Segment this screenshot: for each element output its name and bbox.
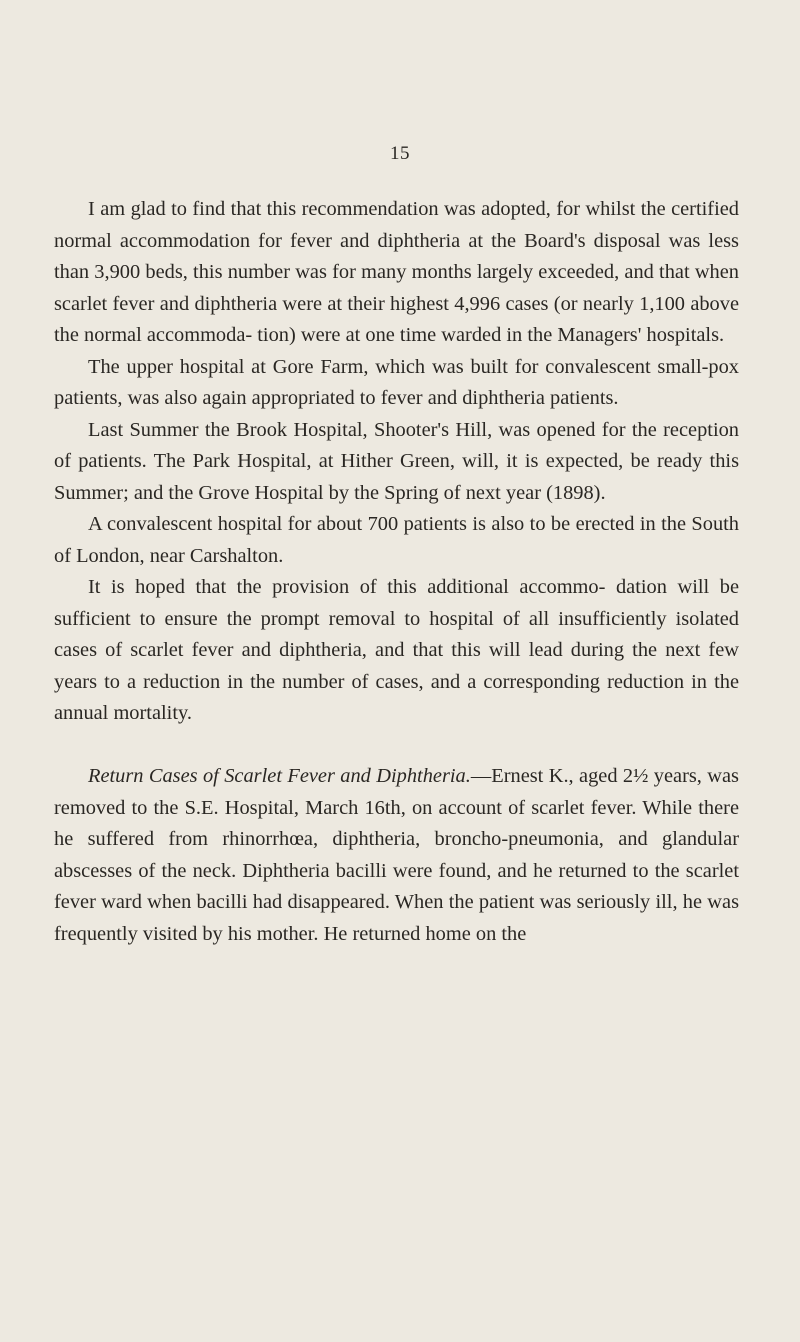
paragraph-accommodation: I am glad to find that this recommendation was adopted, for whilst the certified normal accommodation for fever and diphtheria at the Board's disposal was less than 3,900 beds, this number was for many months largely exceeded, and that when scarlet fever and diphtheria were at their highest 4,996 cases (or nearly 1,100 above the normal accommoda- tion) were at one time warded in the Managers' hospitals. bbox=[54, 198, 739, 346]
body-text bbox=[54, 194, 739, 730]
paragraph-convalescent-hospital: A convalescent hospital for about 700 patients is also to be erected in the South of London, near Carshalton. bbox=[54, 513, 739, 567]
return-cases-section bbox=[54, 761, 739, 950]
paragraph-gore-farm: The upper hospital at Gore Farm, which was built for convalescent small-pox patients, was also again appropriated to fever and diphtheria patients. bbox=[54, 355, 739, 409]
paragraph-new-hospitals: Last Summer the Brook Hospital, Shooter's Hill, was opened for the reception of patients. The Park Hospital, at Hither Green, will, it is expected, be ready this Summer; and the Grove Hospital by the Spring of next year (1898). bbox=[54, 418, 739, 504]
page-number: 15 bbox=[390, 143, 410, 164]
return-cases-paragraph bbox=[54, 761, 739, 950]
return-cases-heading: Return Cases of Scarlet Fever and Diphtheria. bbox=[88, 765, 471, 787]
paragraph-provision: It is hoped that the provision of this additional accommo- dation will be sufficient to ensure the prompt removal to hospital of all insufficiently isolated cases of scarlet fever and diphtheria, and that this will lead during the next few years to a reduction in the number of cases, and a corresponding reduction in the annual mortality. bbox=[54, 576, 739, 724]
return-cases-text: —Ernest K., aged 2½ years, was removed to the S.E. Hospital, March 16th, on account of scarlet fever. While there he suffered from rhinorrhœa, diphtheria, broncho-pneumonia, and glandular abscesses of the neck. Diphtheria bacilli were found, and he returned to the scarlet fever ward when bacilli had disappeared. When the patient was seriously ill, he was frequently visited by his mother. He returned home on the bbox=[54, 765, 739, 945]
